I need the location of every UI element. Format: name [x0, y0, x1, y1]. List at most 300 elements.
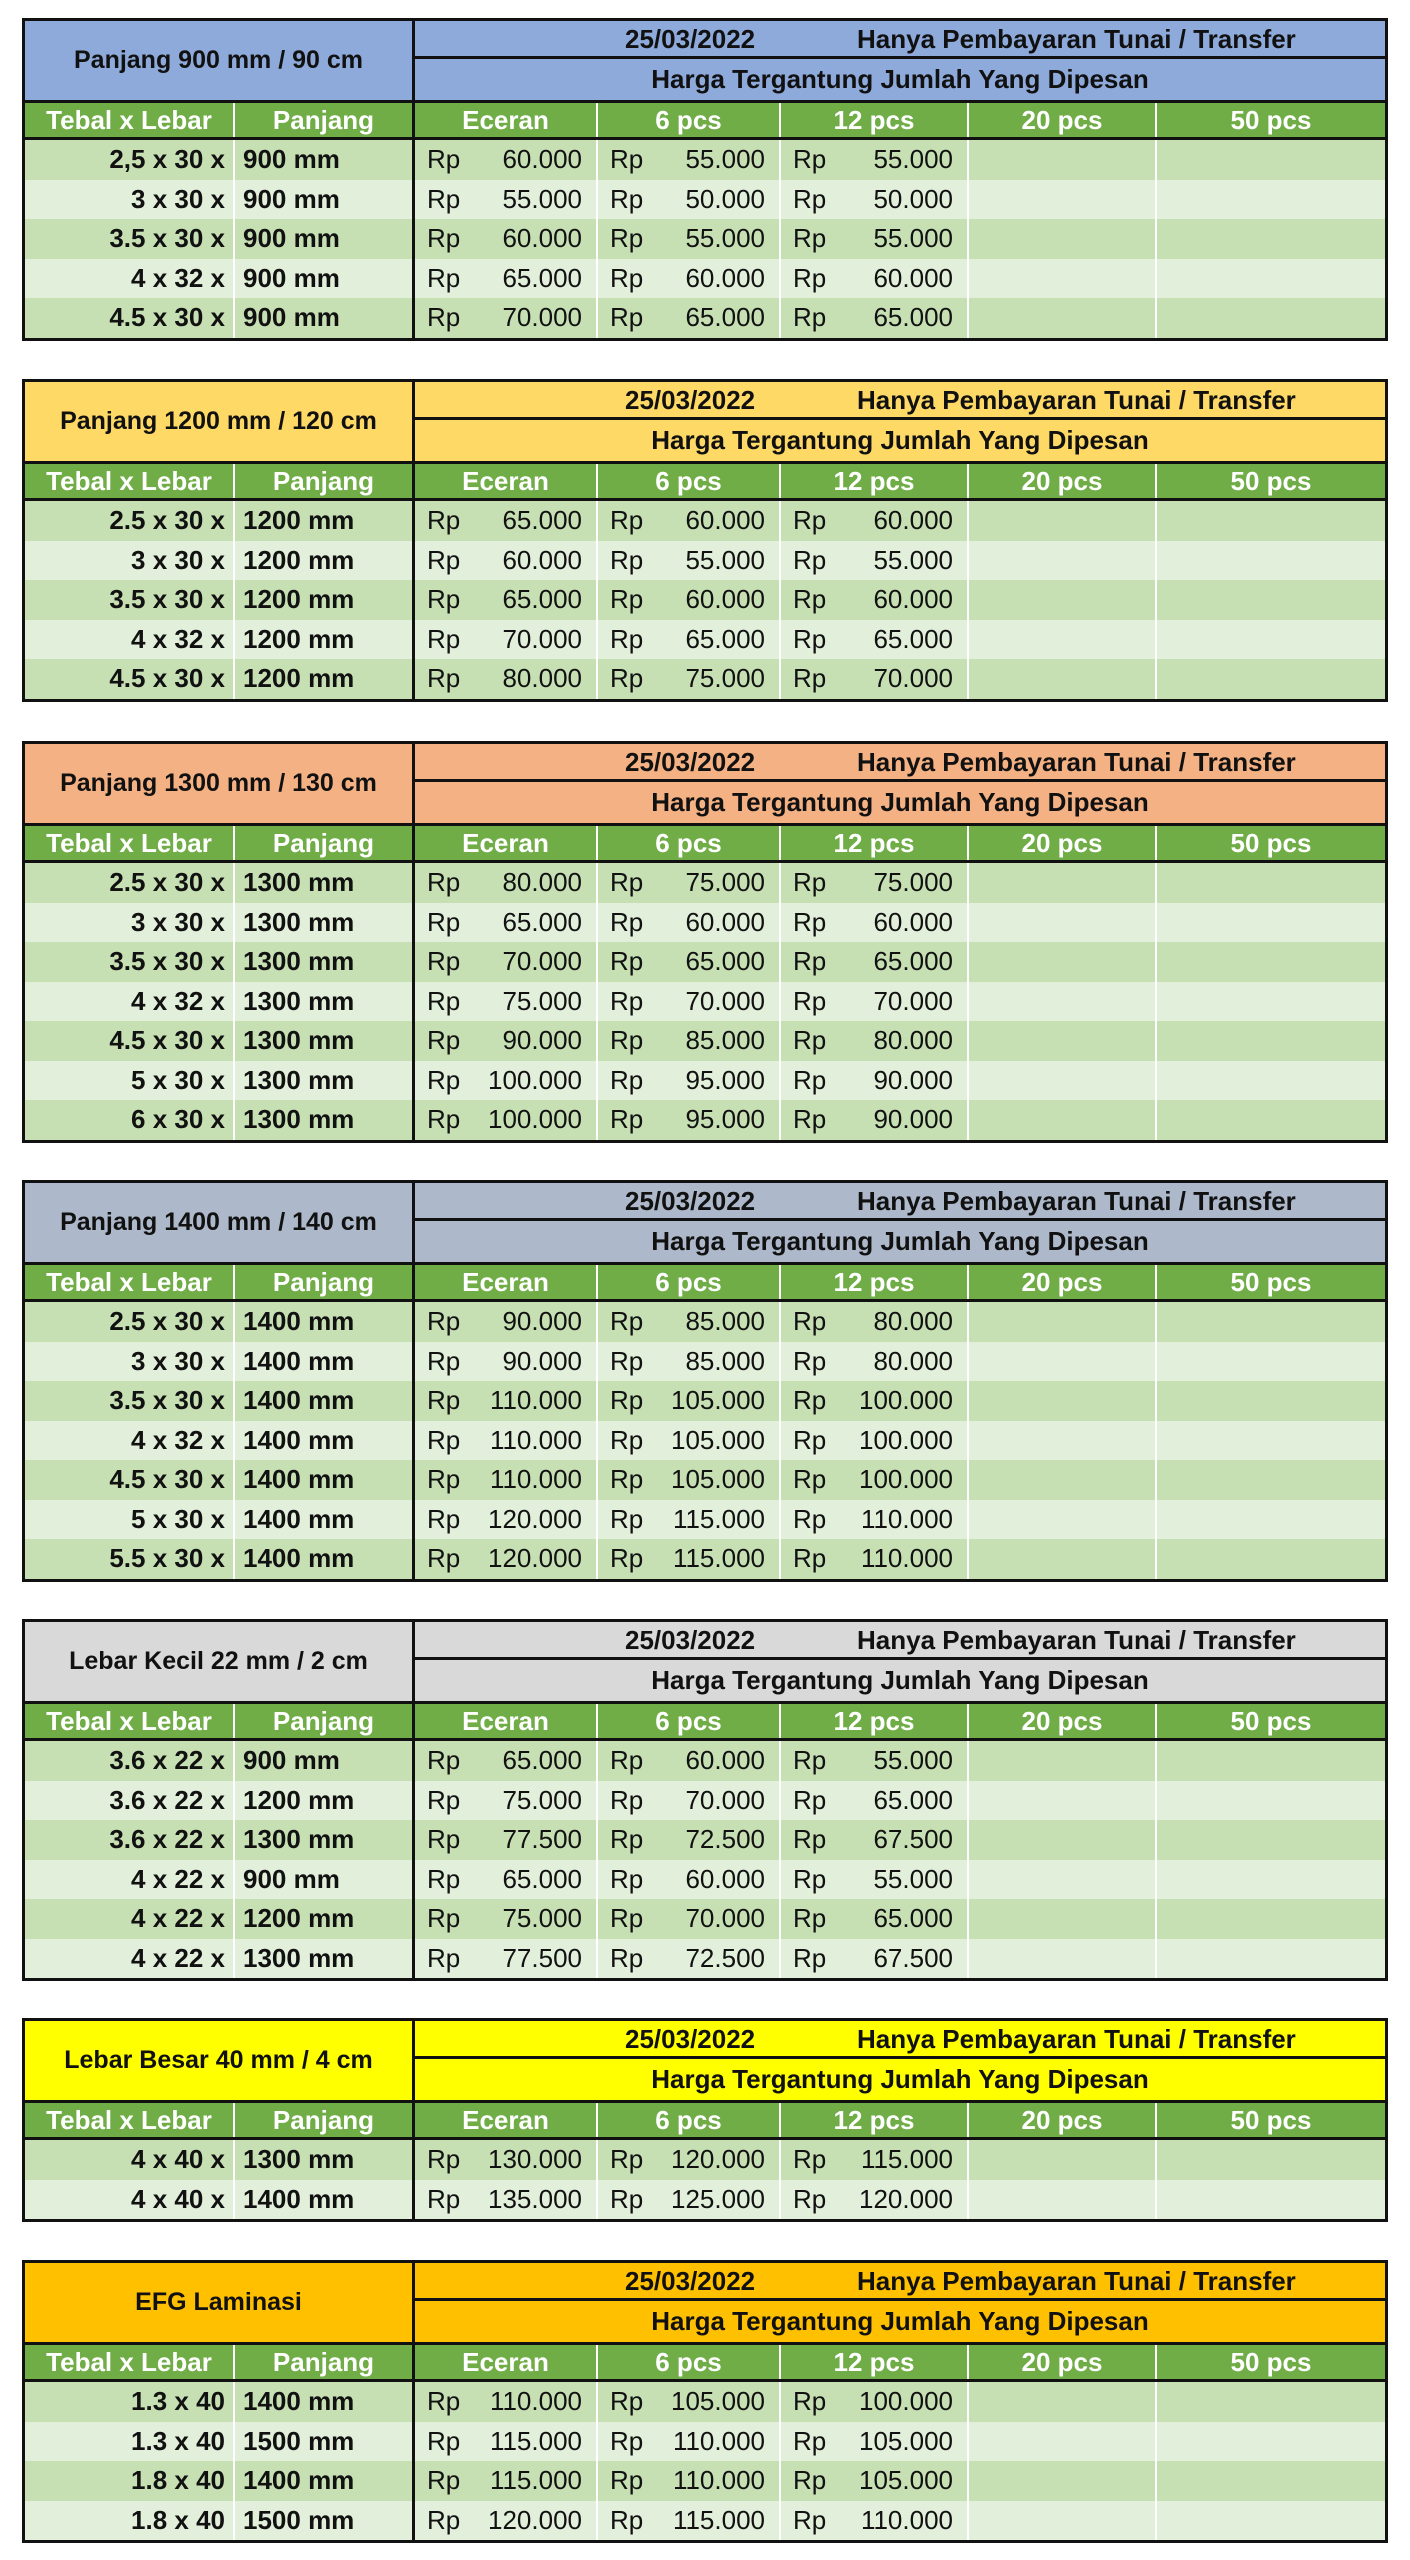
- currency-label: Rp: [427, 985, 461, 1016]
- currency-label: Rp: [610, 1784, 644, 1815]
- price-12pcs: [781, 863, 969, 903]
- length-cell: 1400 mm: [235, 1460, 415, 1500]
- currency-label: Rp: [427, 663, 461, 693]
- size-cell: 2.5 x 30 x: [25, 501, 235, 541]
- currency-label: Rp: [610, 1942, 644, 1973]
- currency-label: Rp: [610, 906, 644, 937]
- price-amount: 60.000: [685, 262, 765, 293]
- price-6pcs: [598, 298, 781, 338]
- price-50pcs: [1157, 2422, 1385, 2462]
- currency-label: Rp: [427, 2465, 461, 2495]
- currency-label: Rp: [610, 1503, 644, 1534]
- price-amount: 65.000: [873, 1784, 953, 1815]
- quantity-note: Harga Tergantung Jumlah Yang Dipesan: [651, 2306, 1149, 2336]
- currency-label: Rp: [793, 1064, 827, 1095]
- price-eceran: [415, 298, 598, 338]
- price-20pcs: [969, 620, 1157, 660]
- column-header: Tebal x Lebar: [25, 1265, 235, 1299]
- price-amount: 70.000: [502, 302, 582, 332]
- currency-label: Rp: [427, 223, 461, 253]
- currency-label: Rp: [427, 1942, 461, 1973]
- price-50pcs: [1157, 501, 1385, 541]
- currency-label: Rp: [610, 262, 644, 293]
- currency-label: Rp: [610, 544, 644, 575]
- price-20pcs: [969, 1500, 1157, 1540]
- price-6pcs: [598, 1100, 781, 1140]
- table-row: [25, 1539, 1385, 1579]
- column-header: 12 pcs: [781, 2345, 969, 2379]
- currency-label: Rp: [610, 867, 644, 897]
- length-cell: 1300 mm: [235, 982, 415, 1022]
- length-cell: 1400 mm: [235, 2180, 415, 2220]
- price-amount: 75.000: [873, 867, 953, 897]
- price-eceran: [415, 659, 598, 699]
- price-amount: 60.000: [873, 505, 953, 535]
- price-20pcs: [969, 298, 1157, 338]
- table-row: [25, 1021, 1385, 1061]
- price-eceran: [415, 501, 598, 541]
- column-header: 6 pcs: [598, 1265, 781, 1299]
- length-cell: 1300 mm: [235, 1100, 415, 1140]
- column-header: 12 pcs: [781, 103, 969, 137]
- price-eceran: [415, 1421, 598, 1461]
- price-amount: 60.000: [685, 584, 765, 614]
- length-cell: 1200 mm: [235, 580, 415, 620]
- price-6pcs: [598, 259, 781, 299]
- length-cell: 1400 mm: [235, 2461, 415, 2501]
- table-row: [25, 942, 1385, 982]
- price-6pcs: [598, 1860, 781, 1900]
- price-20pcs: [969, 1899, 1157, 1939]
- price-6pcs: [598, 1421, 781, 1461]
- length-cell: 1200 mm: [235, 501, 415, 541]
- price-50pcs: [1157, 1381, 1385, 1421]
- price-table: [22, 741, 1388, 1143]
- table-row: [25, 1741, 1385, 1781]
- currency-label: Rp: [793, 2465, 827, 2495]
- length-cell: 1500 mm: [235, 2422, 415, 2462]
- header-info: [415, 21, 1385, 100]
- table-title: Panjang 1200 mm / 120 cm: [25, 382, 415, 461]
- currency-label: Rp: [610, 1104, 644, 1134]
- price-eceran: [415, 1460, 598, 1500]
- price-eceran: [415, 1781, 598, 1821]
- quantity-note: Harga Tergantung Jumlah Yang Dipesan: [651, 64, 1149, 94]
- column-header: Panjang: [235, 1704, 415, 1738]
- price-amount: 90.000: [502, 1025, 582, 1055]
- table-row: [25, 1100, 1385, 1140]
- currency-label: Rp: [793, 1503, 827, 1534]
- column-header: 12 pcs: [781, 1704, 969, 1738]
- column-header-row: [25, 823, 1385, 863]
- price-amount: 65.000: [502, 262, 582, 293]
- size-cell: 4 x 22 x: [25, 1899, 235, 1939]
- price-12pcs: [781, 1381, 969, 1421]
- price-eceran: [415, 1899, 598, 1939]
- table-header: [25, 744, 1385, 823]
- currency-label: Rp: [793, 1784, 827, 1815]
- price-20pcs: [969, 863, 1157, 903]
- price-6pcs: [598, 219, 781, 259]
- price-6pcs: [598, 1781, 781, 1821]
- price-12pcs: [781, 2180, 969, 2220]
- price-amount: 72.500: [685, 1824, 765, 1854]
- length-cell: 1200 mm: [235, 541, 415, 581]
- price-12pcs: [781, 219, 969, 259]
- price-amount: 120.000: [671, 2144, 765, 2174]
- price-20pcs: [969, 1741, 1157, 1781]
- column-header: 50 pcs: [1230, 465, 1312, 496]
- price-date: 25/03/2022: [625, 1625, 756, 1655]
- currency-label: Rp: [427, 2144, 461, 2174]
- column-header: Tebal x Lebar: [25, 103, 235, 137]
- price-50pcs: [1157, 1539, 1385, 1579]
- price-50pcs: [1157, 1939, 1385, 1979]
- currency-label: Rp: [793, 623, 827, 654]
- price-6pcs: [598, 1741, 781, 1781]
- currency-label: Rp: [793, 1345, 827, 1376]
- payment-note: Hanya Pembayaran Tunai / Transfer: [857, 747, 1296, 777]
- column-header: 6 pcs: [598, 2345, 781, 2379]
- price-12pcs: [781, 659, 969, 699]
- table-row: [25, 982, 1385, 1022]
- table-row: [25, 2501, 1385, 2541]
- currency-label: Rp: [610, 2465, 644, 2495]
- column-header: 20 pcs: [969, 103, 1157, 137]
- table-row: [25, 580, 1385, 620]
- length-cell: 1200 mm: [235, 620, 415, 660]
- table-row: [25, 1860, 1385, 1900]
- currency-label: Rp: [610, 623, 644, 654]
- price-eceran: [415, 2382, 598, 2422]
- column-header-row: [25, 461, 1385, 501]
- price-eceran: [415, 2180, 598, 2220]
- column-header: Eceran: [415, 1265, 598, 1299]
- price-12pcs: [781, 541, 969, 581]
- length-cell: 1200 mm: [235, 1781, 415, 1821]
- price-amount: 115.000: [489, 2465, 582, 2495]
- column-header: 50 pcs: [1230, 2346, 1312, 2377]
- price-amount: 75.000: [502, 1784, 582, 1815]
- price-20pcs: [969, 2140, 1157, 2180]
- length-cell: 1300 mm: [235, 1061, 415, 1101]
- price-6pcs: [598, 1899, 781, 1939]
- price-eceran: [415, 1500, 598, 1540]
- currency-label: Rp: [427, 2183, 461, 2214]
- price-amount: 65.000: [873, 623, 953, 654]
- quantity-note: Harga Tergantung Jumlah Yang Dipesan: [651, 1226, 1149, 1256]
- price-amount: 80.000: [502, 663, 582, 693]
- price-amount: 85.000: [685, 1345, 765, 1376]
- price-amount: 90.000: [873, 1104, 953, 1134]
- column-header: Tebal x Lebar: [25, 826, 235, 860]
- price-20pcs: [969, 1460, 1157, 1500]
- currency-label: Rp: [610, 2183, 644, 2214]
- price-6pcs: [598, 140, 781, 180]
- currency-label: Rp: [427, 946, 461, 976]
- currency-label: Rp: [610, 505, 644, 535]
- header-info: [415, 1183, 1385, 1262]
- price-amount: 60.000: [502, 544, 582, 575]
- price-50pcs: [1157, 659, 1385, 699]
- price-amount: 95.000: [685, 1104, 765, 1134]
- price-20pcs: [969, 1100, 1157, 1140]
- length-cell: 900 mm: [235, 298, 415, 338]
- column-header: Tebal x Lebar: [25, 1704, 235, 1738]
- price-amount: 75.000: [685, 867, 765, 897]
- column-header: 20 pcs: [969, 1704, 1157, 1738]
- price-12pcs: [781, 942, 969, 982]
- header-info-row: [415, 382, 1385, 420]
- price-eceran: [415, 982, 598, 1022]
- currency-label: Rp: [610, 223, 644, 253]
- price-6pcs: [598, 2180, 781, 2220]
- price-amount: 55.000: [873, 1863, 953, 1894]
- currency-label: Rp: [793, 2386, 827, 2416]
- payment-note: Hanya Pembayaran Tunai / Transfer: [857, 1186, 1296, 1216]
- currency-label: Rp: [427, 1824, 461, 1854]
- price-6pcs: [598, 2382, 781, 2422]
- header-info: [415, 2021, 1385, 2100]
- size-cell: 3 x 30 x: [25, 1342, 235, 1382]
- price-amount: 100.000: [859, 1385, 953, 1415]
- price-amount: 67.500: [873, 1824, 953, 1854]
- price-amount: 115.000: [860, 2144, 953, 2174]
- price-12pcs: [781, 1342, 969, 1382]
- price-amount: 60.000: [685, 906, 765, 937]
- price-eceran: [415, 219, 598, 259]
- price-50pcs: [1157, 2461, 1385, 2501]
- price-12pcs: [781, 1021, 969, 1061]
- price-6pcs: [598, 2461, 781, 2501]
- currency-label: Rp: [610, 1064, 644, 1095]
- price-50pcs: [1157, 1302, 1385, 1342]
- price-amount: 60.000: [873, 262, 953, 293]
- price-date: 25/03/2022: [625, 1186, 756, 1216]
- price-amount: 105.000: [671, 1424, 765, 1455]
- price-amount: 65.000: [873, 302, 953, 332]
- currency-label: Rp: [793, 946, 827, 976]
- price-20pcs: [969, 659, 1157, 699]
- table-header: [25, 2263, 1385, 2342]
- price-50pcs: [1157, 1342, 1385, 1382]
- column-header: 50 pcs: [1230, 2104, 1312, 2135]
- price-amount: 77.500: [502, 1824, 582, 1854]
- price-20pcs: [969, 2180, 1157, 2220]
- price-amount: 115.000: [672, 2504, 765, 2535]
- price-20pcs: [969, 541, 1157, 581]
- table-row: [25, 541, 1385, 581]
- price-amount: 65.000: [685, 623, 765, 654]
- price-amount: 110.000: [489, 2386, 582, 2416]
- price-eceran: [415, 541, 598, 581]
- length-cell: 1400 mm: [235, 1302, 415, 1342]
- price-amount: 110.000: [489, 1385, 582, 1415]
- size-cell: 3.5 x 30 x: [25, 942, 235, 982]
- currency-label: Rp: [427, 2386, 461, 2416]
- size-cell: 4.5 x 30 x: [25, 1021, 235, 1061]
- price-eceran: [415, 620, 598, 660]
- price-amount: 115.000: [489, 2425, 582, 2456]
- table-title: Panjang 1400 mm / 140 cm: [25, 1183, 415, 1262]
- price-date: 25/03/2022: [625, 24, 756, 54]
- length-cell: 1400 mm: [235, 1539, 415, 1579]
- price-eceran: [415, 1381, 598, 1421]
- currency-label: Rp: [793, 663, 827, 693]
- price-eceran: [415, 1061, 598, 1101]
- payment-note: Hanya Pembayaran Tunai / Transfer: [857, 1625, 1296, 1655]
- price-amount: 110.000: [860, 1503, 953, 1534]
- length-cell: 1300 mm: [235, 863, 415, 903]
- price-6pcs: [598, 1342, 781, 1382]
- currency-label: Rp: [427, 2425, 461, 2456]
- price-amount: 95.000: [685, 1064, 765, 1095]
- price-6pcs: [598, 2422, 781, 2462]
- currency-label: Rp: [427, 302, 461, 332]
- price-6pcs: [598, 863, 781, 903]
- currency-label: Rp: [793, 1543, 827, 1573]
- column-header: Panjang: [235, 103, 415, 137]
- price-table: [22, 2018, 1388, 2222]
- column-header: 20 pcs: [969, 2345, 1157, 2379]
- column-header: Eceran: [415, 464, 598, 498]
- price-amount: 115.000: [672, 1503, 765, 1534]
- column-header: 6 pcs: [598, 1704, 781, 1738]
- column-header: Panjang: [235, 2103, 415, 2137]
- currency-label: Rp: [610, 1306, 644, 1336]
- price-amount: 65.000: [502, 584, 582, 614]
- price-50pcs: [1157, 1061, 1385, 1101]
- length-cell: 1400 mm: [235, 1421, 415, 1461]
- currency-label: Rp: [793, 1306, 827, 1336]
- table-title: EFG Laminasi: [25, 2263, 415, 2342]
- table-row: [25, 659, 1385, 699]
- column-header: 6 pcs: [598, 2103, 781, 2137]
- price-eceran: [415, 2501, 598, 2541]
- table-title: Lebar Besar 40 mm / 4 cm: [25, 2021, 415, 2100]
- currency-label: Rp: [793, 1824, 827, 1854]
- length-cell: 900 mm: [235, 219, 415, 259]
- price-6pcs: [598, 2501, 781, 2541]
- price-12pcs: [781, 259, 969, 299]
- currency-label: Rp: [793, 584, 827, 614]
- currency-label: Rp: [610, 1345, 644, 1376]
- column-header: 12 pcs: [781, 826, 969, 860]
- column-header: 50 pcs: [1230, 1266, 1312, 1297]
- table-row: [25, 2461, 1385, 2501]
- price-50pcs: [1157, 1860, 1385, 1900]
- column-header: Eceran: [415, 2345, 598, 2379]
- table-row: [25, 1939, 1385, 1979]
- price-12pcs: [781, 580, 969, 620]
- size-cell: 3.6 x 22 x: [25, 1820, 235, 1860]
- price-eceran: [415, 1100, 598, 1140]
- table-row: [25, 1342, 1385, 1382]
- price-6pcs: [598, 1539, 781, 1579]
- price-amount: 77.500: [502, 1942, 582, 1973]
- price-eceran: [415, 903, 598, 943]
- size-cell: 3 x 30 x: [25, 541, 235, 581]
- column-header-row: [25, 2100, 1385, 2140]
- price-amount: 80.000: [873, 1025, 953, 1055]
- price-20pcs: [969, 1021, 1157, 1061]
- price-20pcs: [969, 2422, 1157, 2462]
- price-eceran: [415, 1342, 598, 1382]
- size-cell: 5 x 30 x: [25, 1500, 235, 1540]
- price-12pcs: [781, 620, 969, 660]
- column-header: 50 pcs: [1230, 1705, 1312, 1736]
- size-cell: 3 x 30 x: [25, 180, 235, 220]
- price-6pcs: [598, 1500, 781, 1540]
- price-20pcs: [969, 140, 1157, 180]
- price-50pcs: [1157, 903, 1385, 943]
- price-20pcs: [969, 1061, 1157, 1101]
- currency-label: Rp: [610, 1903, 644, 1933]
- price-20pcs: [969, 1781, 1157, 1821]
- price-amount: 70.000: [685, 1903, 765, 1933]
- currency-label: Rp: [427, 2504, 461, 2535]
- price-amount: 75.000: [685, 663, 765, 693]
- size-cell: 4.5 x 30 x: [25, 1460, 235, 1500]
- table-row: [25, 259, 1385, 299]
- price-12pcs: [781, 1302, 969, 1342]
- price-50pcs: [1157, 180, 1385, 220]
- price-12pcs: [781, 140, 969, 180]
- price-50pcs: [1157, 219, 1385, 259]
- price-12pcs: [781, 1421, 969, 1461]
- quantity-note: Harga Tergantung Jumlah Yang Dipesan: [651, 1665, 1149, 1695]
- price-amount: 75.000: [502, 985, 582, 1016]
- currency-label: Rp: [793, 183, 827, 214]
- price-50pcs: [1157, 2501, 1385, 2541]
- table-row: [25, 1381, 1385, 1421]
- price-eceran: [415, 180, 598, 220]
- price-50pcs: [1157, 2180, 1385, 2220]
- currency-label: Rp: [793, 1464, 827, 1494]
- price-6pcs: [598, 580, 781, 620]
- price-eceran: [415, 1860, 598, 1900]
- currency-label: Rp: [427, 144, 461, 174]
- table-row: [25, 1421, 1385, 1461]
- currency-label: Rp: [610, 183, 644, 214]
- price-amount: 65.000: [685, 302, 765, 332]
- table-row: [25, 2382, 1385, 2422]
- size-cell: 4 x 32 x: [25, 259, 235, 299]
- price-amount: 50.000: [685, 183, 765, 214]
- price-eceran: [415, 140, 598, 180]
- price-table: [22, 379, 1388, 702]
- price-eceran: [415, 580, 598, 620]
- payment-note: Hanya Pembayaran Tunai / Transfer: [857, 385, 1296, 415]
- price-amount: 100.000: [859, 2386, 953, 2416]
- price-20pcs: [969, 1820, 1157, 1860]
- currency-label: Rp: [610, 663, 644, 693]
- table-row: [25, 620, 1385, 660]
- currency-label: Rp: [793, 1745, 827, 1775]
- price-6pcs: [598, 1939, 781, 1979]
- price-amount: 70.000: [685, 985, 765, 1016]
- price-6pcs: [598, 1061, 781, 1101]
- price-50pcs: [1157, 2140, 1385, 2180]
- price-20pcs: [969, 501, 1157, 541]
- price-amount: 65.000: [873, 1903, 953, 1933]
- price-amount: 120.000: [859, 2183, 953, 2214]
- price-12pcs: [781, 2461, 969, 2501]
- table-row: [25, 863, 1385, 903]
- price-amount: 55.000: [685, 544, 765, 575]
- table-row: [25, 1899, 1385, 1939]
- price-6pcs: [598, 1021, 781, 1061]
